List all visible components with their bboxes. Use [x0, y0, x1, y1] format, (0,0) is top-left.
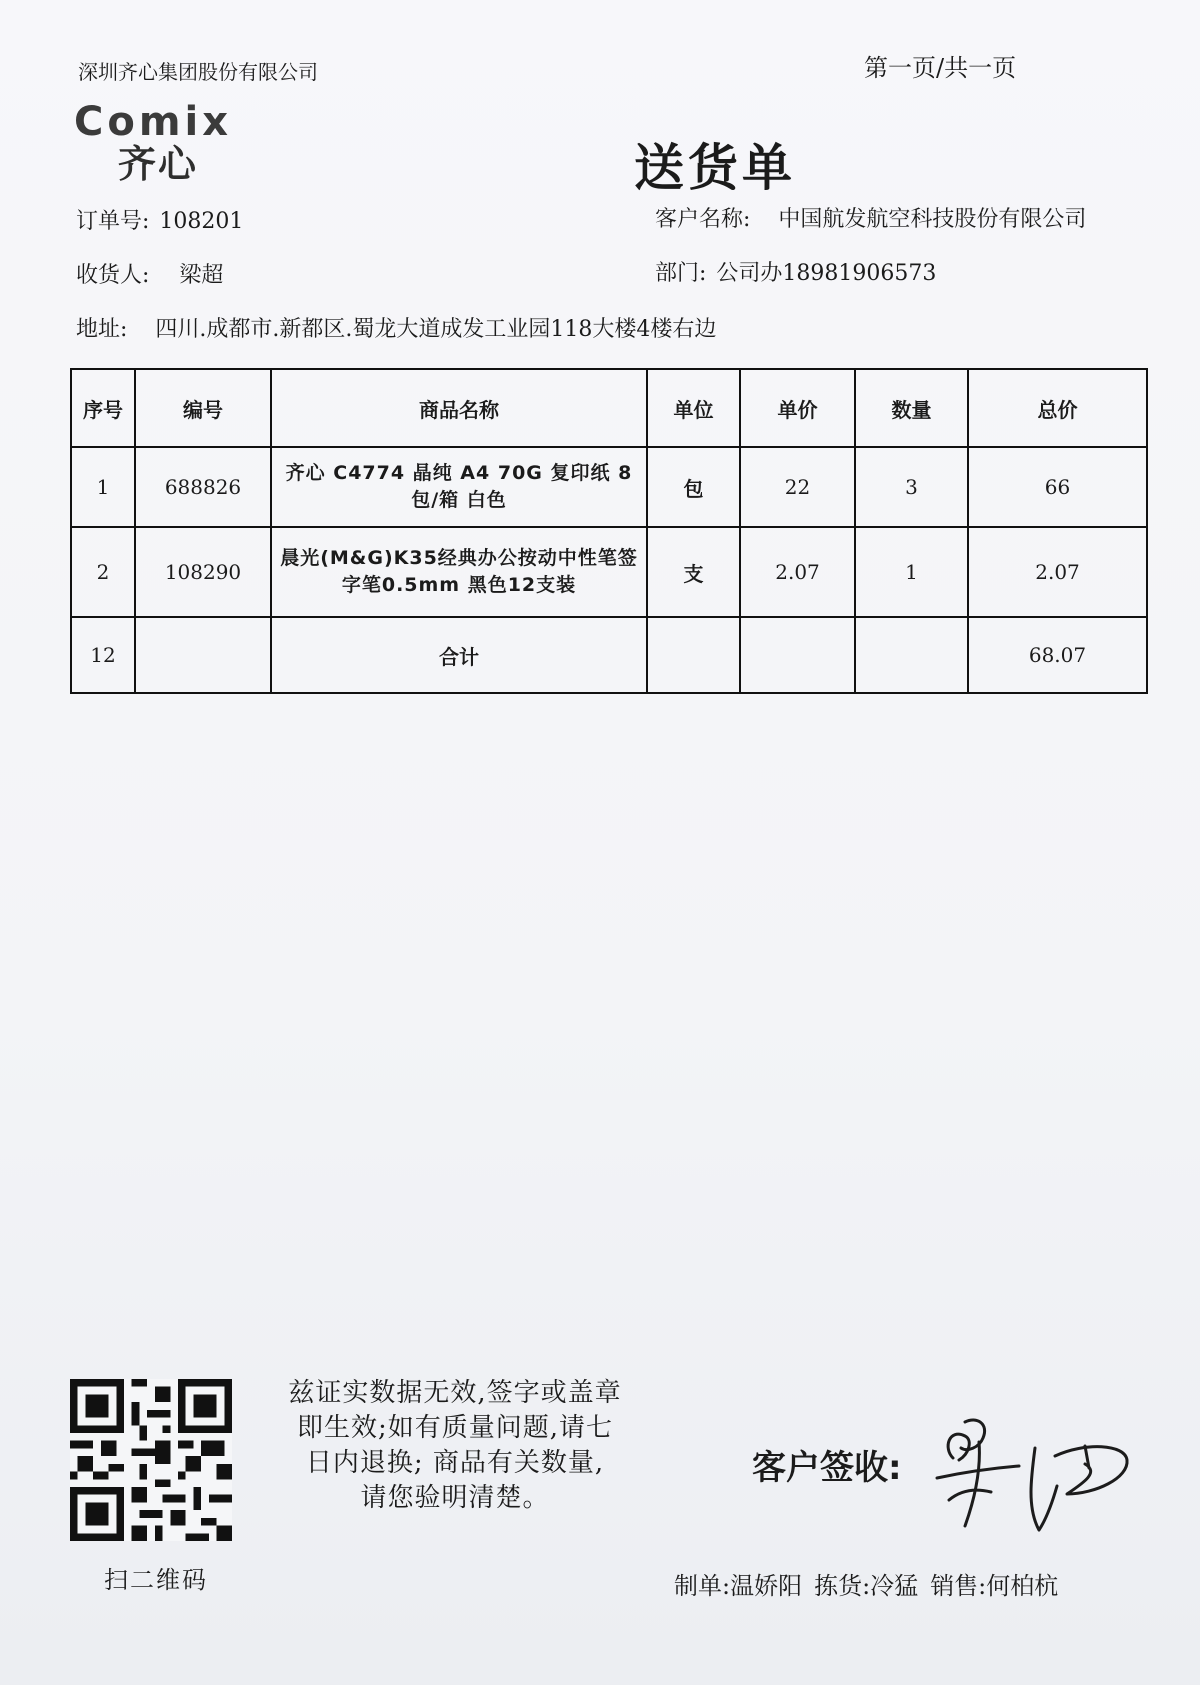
comix-logo — [74, 99, 284, 192]
header-goods-name: 商品名称 — [271, 369, 647, 447]
cell-quantity: 1 — [855, 527, 968, 617]
cell-total-price: 66 — [968, 447, 1147, 527]
notice-line: 请您验明清楚。 — [360, 1483, 550, 1513]
handwritten-signature — [935, 1408, 1135, 1538]
receiver — [76, 258, 223, 289]
cell-goods-name: 晨光(M&G)K35经典办公按动中性笔签字笔0.5mm 黑色12支装 — [271, 527, 647, 617]
summary-empty — [135, 617, 271, 693]
logo-text-en: Comix — [74, 99, 233, 145]
cell-code: 108290 — [135, 527, 271, 617]
summary-empty — [647, 617, 740, 693]
summary-empty — [740, 617, 855, 693]
items-table — [70, 368, 1148, 694]
cell-seq: 1 — [71, 447, 135, 527]
table-header-row — [71, 369, 1147, 447]
customer-name-value: 中国航发航空科技股份有限公司 — [778, 207, 1087, 232]
table-row — [71, 527, 1147, 617]
summary-label: 合计 — [271, 617, 647, 693]
header-quantity: 数量 — [855, 369, 968, 447]
header-total-price: 总价 — [968, 369, 1147, 447]
cell-seq: 2 — [71, 527, 135, 617]
header-seq: 序号 — [71, 369, 135, 447]
page-number: 第一页/共一页 — [864, 54, 1017, 82]
notice-text — [270, 1376, 640, 1516]
company-name: 深圳齐心集团股份有限公司 — [78, 60, 318, 84]
logo-text-cn: 齐心 — [118, 142, 199, 186]
address — [76, 312, 716, 343]
address-value: 四川.成都市.新都区.蜀龙大道成发工业园118大楼4楼右边 — [155, 317, 717, 342]
customer-name-label: 客户名称: — [655, 207, 751, 232]
order-number — [76, 204, 243, 235]
header-unit-price: 单价 — [740, 369, 855, 447]
summary-empty — [855, 617, 968, 693]
document-title: 送货单 — [634, 139, 796, 197]
qr-code-icon — [70, 1372, 232, 1548]
summary-total: 68.07 — [968, 617, 1147, 693]
address-label: 地址: — [76, 317, 128, 342]
sales: 销售:何柏杭 — [930, 1572, 1059, 1600]
table-row — [71, 447, 1147, 527]
department-label: 部门: — [655, 261, 707, 286]
summary-seq: 12 — [71, 617, 135, 693]
cell-unit-price: 2.07 — [740, 527, 855, 617]
order-number-label: 订单号: — [76, 209, 150, 234]
qr-caption: 扫二维码 — [104, 1566, 208, 1594]
cell-unit: 包 — [647, 447, 740, 527]
receiver-label: 收货人: — [76, 263, 150, 288]
notice-line: 日内退换; 商品有关数量, — [305, 1448, 605, 1478]
order-number-value: 108201 — [159, 209, 244, 234]
cell-goods-name: 齐心 C4774 晶纯 A4 70G 复印纸 8包/箱 白色 — [271, 447, 647, 527]
staff-line — [674, 1566, 1070, 1601]
customer-name — [655, 202, 1086, 233]
customer-sign-label: 客户签收: — [752, 1448, 902, 1488]
maker: 制单:温娇阳 — [674, 1572, 803, 1600]
header-unit: 单位 — [647, 369, 740, 447]
notice-line: 兹证实数据无效,签字或盖章 — [288, 1378, 622, 1408]
department-value: 公司办18981906573 — [716, 261, 937, 286]
table-summary-row — [71, 617, 1147, 693]
cell-total-price: 2.07 — [968, 527, 1147, 617]
notice-line: 即生效;如有质量问题,请七 — [296, 1413, 614, 1443]
cell-unit: 支 — [647, 527, 740, 617]
receiver-value: 梁超 — [179, 263, 224, 288]
cell-unit-price: 22 — [740, 447, 855, 527]
picker: 拣货:冷猛 — [814, 1572, 919, 1600]
cell-code: 688826 — [135, 447, 271, 527]
header-code: 编号 — [135, 369, 271, 447]
cell-quantity: 3 — [855, 447, 968, 527]
department — [655, 256, 936, 287]
